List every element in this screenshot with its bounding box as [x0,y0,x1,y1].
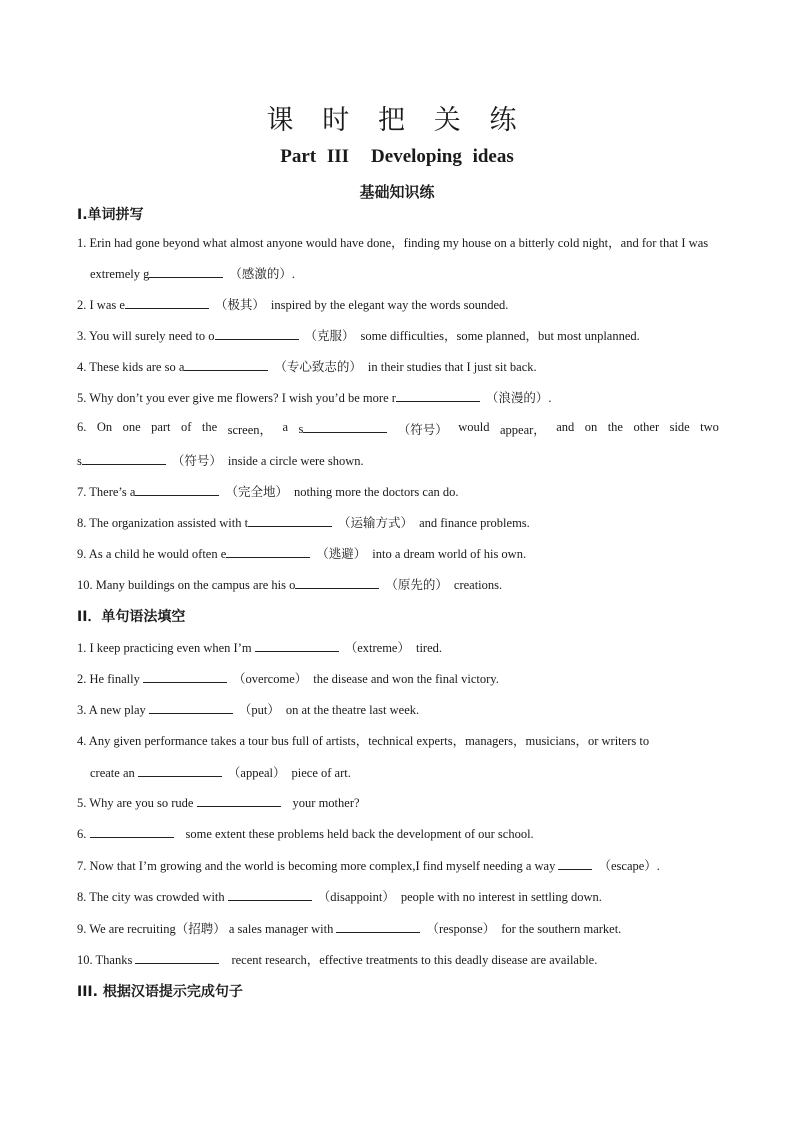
s1-q5: 5. Why don’t you ever give me flowers? I wish you’d be more r （浪漫的）. [77,391,552,405]
answer-blank[interactable] [558,857,592,870]
s1-q9: 9. As a child he would often e （逃避） into a dream world of his own. [77,547,527,561]
answer-blank[interactable] [149,701,233,714]
page-subtitle [0,146,794,168]
answer-blank[interactable] [135,951,219,964]
s1-q4: 4. These kids are so a （专心致志的） in their studies that I just sit back. [77,360,537,374]
s1-q6-line1: 6. On one part of the screen， a s （符号） would appear， and on the other side two [77,420,719,437]
s1-q2: 2. I was e （极其） inspired by the elegant way the words sounded. [77,298,509,312]
answer-blank[interactable] [303,420,387,433]
s2-q4-line1: 4. Any given performance takes a tour bus full of artists，technical experts，managers，musicians，or writers to [77,734,650,748]
answer-blank[interactable] [248,514,332,527]
s2-q2: 2. He finally （overcome） the disease and won the final victory. [77,672,499,686]
answer-blank[interactable] [336,920,420,933]
s1-q1-line1: 1. Erin had gone beyond what almost anyone would have done，finding my house on a bitterly cold night，and for that I was [77,236,709,250]
answer-blank[interactable] [82,452,166,465]
answer-blank[interactable] [184,358,268,371]
part-number: Part III [280,146,350,167]
answer-blank[interactable] [295,576,379,589]
s2-q3: 3. A new play （put） on at the theatre last week. [77,703,420,717]
s1-q8: 8. The organization assisted with t （运输方式） and finance problems. [77,516,530,530]
answer-blank[interactable] [90,825,174,838]
answer-blank[interactable] [135,483,219,496]
s1-q7: 7. There’s a （完全地） nothing more the doctors can do. [77,485,459,499]
s2-q9: 9. We are recruiting（招聘） a sales manager with （response） for the southern market. [77,922,622,936]
answer-blank[interactable] [138,764,222,777]
answer-blank[interactable] [255,639,339,652]
answer-blank[interactable] [228,888,312,901]
s1-q1-line2: extremely g （感激的）. [90,267,295,281]
answer-blank[interactable] [143,670,227,683]
s2-q10: 10. Thanks recent research，effective treatments to this deadly disease are available. [77,953,598,967]
answer-blank[interactable] [226,545,310,558]
answer-blank[interactable] [215,327,299,340]
section-heading-1: Ⅰ.单词拼写 [77,207,144,223]
answer-blank[interactable] [197,794,281,807]
page-title: 课 时 把 关 练 [266,105,528,135]
s2-q1: 1. I keep practicing even when I’m （extreme） tired. [77,641,443,655]
exercise-kind: 基础知识练 [359,185,435,201]
s1-q6-line2: s （符号） inside a circle were shown. [77,454,364,468]
subtitle-text: Developing ideas [371,146,514,167]
s2-q7: 7. Now that I’m growing and the world is becoming more complex,I find myself needing a way （escape）. [77,859,660,873]
s1-q10: 10. Many buildings on the campus are his o （原先的） creations. [77,578,503,592]
s2-q5: 5. Why are you so rude your mother? [77,796,360,810]
answer-blank[interactable] [149,265,223,278]
s2-q6: 6. some extent these problems held back the development of our school. [77,827,534,841]
s1-q3: 3. You will surely need to o （克服） some difficulties，some planned，but most unplanned. [77,329,640,343]
s2-q8: 8. The city was crowded with （disappoint） people with no interest in settling down. [77,890,602,904]
section-heading-3: III. 根据汉语提示完成句子 [77,984,243,1000]
s2-q4-line2: create an （appeal） piece of art. [90,766,351,780]
answer-blank[interactable] [125,296,209,309]
section-heading-2: II．单句语法填空 [77,609,186,625]
answer-blank[interactable] [396,389,480,402]
